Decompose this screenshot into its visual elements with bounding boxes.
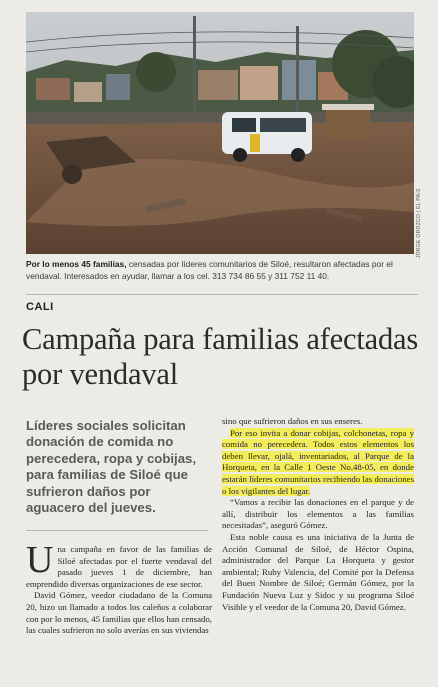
section-label: CALI (26, 301, 54, 313)
caption-lead: Por lo menos 45 familias, (26, 259, 127, 269)
drop-cap: U (26, 539, 54, 581)
body-column-right (222, 416, 414, 613)
caption-text: censadas por líderes comunitarios de Siloé, resultaron afectadas por el vendaval. Interesados en ayudar, llamar a los cel. 313 734 86 55 y 311 752 11 40. (26, 259, 393, 281)
news-photo (26, 12, 414, 254)
paragraph-highlighted (222, 428, 414, 498)
body-column-left (26, 539, 212, 637)
highlighted-text: Por eso invita a donar cobijas, colchonetas, ropa y comida no perecedera. Todos estos elementos los deben llevar, ojalá, inventariados, al Parque de la Horqueta, en la Calle 1 Oeste No.48-05, en donde estarán líderes comunitarios recibiendo las donaciones o los vigilantes del lugar. (222, 427, 414, 496)
section-divider (26, 294, 418, 295)
paragraph: Esta noble causa es una iniciativa de la Junta de Acción Comunal de Siloé, de Héctor Ospina, administrador del Parque La Horqueta y gestor ambiental; Ruby Valencia, del Comité por la Defensa del Buen Nombre de Siloé; Germán Gómez, por la Fundación Nueva Luz y Sidoc y su programa Siloé Visible y el veedor de la Comuna 20, David Gómez. (222, 531, 414, 612)
deck-divider (26, 530, 208, 531)
paragraph-text: na campaña en favor de las familias de Siloé afectadas por el fuerte vendaval del pasado jueves 1 de diciembre, han emprendido diversas organizaciones de ese sector. (26, 544, 212, 589)
paragraph: sino que sufrieron daños en sus enseres. (222, 416, 363, 426)
photo-caption (26, 259, 416, 282)
paragraph: “Vamos a recibir las donaciones en el parque y de allí, distribuir los elementos a las familias necesitadas”, aseguró Gómez. (222, 497, 414, 531)
photo-illustration (26, 12, 414, 254)
article-deck: Líderes sociales solicitan donación de comida no perecedera, ropa y cobijas, para familias de Siloé que sufrieron daños por aguacero del jueves. (26, 418, 197, 516)
article-headline: Campaña para familias afectadas por vendaval (22, 322, 419, 391)
photo-credit: JORGE OROZCO | EL PAÍS (416, 188, 422, 258)
paragraph: David Gómez, veedor ciudadano de la Comuna 20, hizo un llamado a todos los caleños a colaborar con por lo menos, 45 familias que ellos han censado, las cuales sufrieron no solo averías en sus viviendas (26, 590, 212, 636)
paragraph (26, 539, 212, 590)
